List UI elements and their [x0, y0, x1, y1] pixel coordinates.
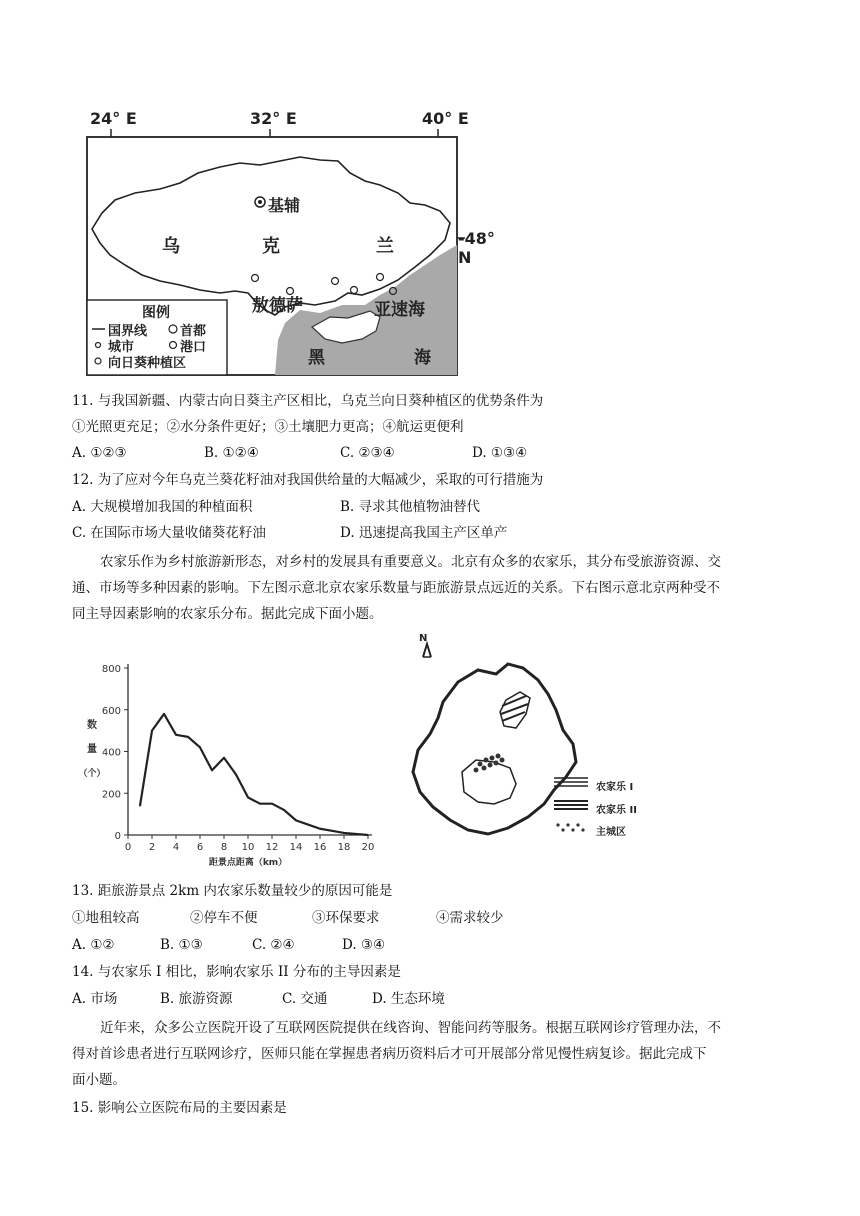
q13-option-c: C. ②④ [252, 937, 295, 953]
data-point [295, 820, 297, 822]
north-label: N [419, 633, 428, 644]
x-tick-label: 4 [172, 842, 180, 853]
series-line [140, 714, 368, 835]
q13-option-b: B. ①③ [160, 937, 203, 953]
lat-label: -48° N [458, 229, 495, 267]
farmstay-distance-chart [68, 650, 398, 870]
data-point [331, 830, 333, 832]
data-point [271, 803, 273, 805]
q14-option-c: C. 交通 [282, 991, 328, 1007]
q11-option-b: B. ①②④ [204, 445, 259, 461]
data-point [283, 809, 285, 811]
city-label-odesa: 敖德萨 [252, 296, 303, 316]
data-point [175, 734, 177, 736]
data-point [307, 824, 309, 826]
x-tick-label: 20 [361, 842, 375, 853]
sea-label-black-2: 海 [414, 348, 431, 368]
legend-title: 图例 [142, 305, 170, 321]
y-axis-label: 数 [87, 720, 97, 731]
sea-label-black-1: 黑 [308, 348, 325, 368]
q13-cond-1: ①地租较高 [72, 910, 140, 926]
q12-option-b: B. 寻求其他植物油替代 [340, 499, 481, 515]
legend-city: 城市 [108, 340, 135, 355]
ukraine-map [80, 105, 500, 380]
y-tick-label: 600 [101, 705, 121, 717]
data-point [211, 769, 213, 771]
q13-option-a: A. ①② [72, 937, 115, 953]
q11-option-d: D. ①③④ [472, 445, 528, 461]
q13-cond-3: ③环保要求 [312, 910, 380, 926]
legend-capital: 首都 [180, 324, 207, 339]
q14-option-a: A. 市场 [72, 991, 118, 1007]
q15-stem: 15. 影响公立医院布局的主要因素是 [72, 1100, 287, 1116]
x-axis-label: 距景点距离（km） [208, 858, 288, 868]
data-point [319, 828, 321, 830]
country-char-2: 克 [262, 236, 280, 257]
y-axis-label: 量 [87, 744, 97, 755]
q11-conditions: ①光照更充足；②水分条件更好；③土壤肥力更高；④航运更便利 [72, 419, 464, 435]
lon-label-40: 40° E [422, 109, 469, 128]
x-tick-label: 18 [337, 842, 351, 853]
q13-cond-2: ②停车不便 [190, 910, 258, 926]
x-tick-label: 6 [196, 842, 204, 853]
data-point [187, 736, 189, 738]
x-tick-label: 8 [220, 842, 228, 853]
passage2-line2: 得对首诊患者进行互联网诊疗，医师只能在掌握患者病历资料后才可开展部分常见慢性病复诊。据此完成下 [72, 1046, 707, 1062]
data-point [343, 832, 345, 834]
x-tick-label: 14 [289, 842, 303, 853]
q14-option-b: B. 旅游资源 [160, 991, 233, 1007]
passage1-line3: 同主导因素影响的农家乐分布。据此完成下面小题。 [72, 606, 383, 622]
q11-stem: 11. 与我国新疆、内蒙古向日葵主产区相比，乌克兰向日葵种植区的优势条件为 [72, 393, 544, 409]
x-tick-label: 0 [124, 842, 132, 853]
country-char-1: 乌 [162, 236, 180, 257]
data-point [259, 803, 261, 805]
legend-sunflower: 向日葵种植区 [108, 356, 187, 371]
passage2-line1: 近年来，众多公立医院开设了互联网医院提供在线咨询、智能问药等服务。根据互联网诊疗管理办法，不 [100, 1020, 721, 1036]
data-point [355, 833, 357, 835]
q13-option-d: D. ③④ [342, 937, 386, 953]
data-point [163, 713, 165, 715]
y-axis-label: （个） [78, 769, 106, 779]
y-tick-label: 200 [101, 789, 121, 801]
passage1-line1: 农家乐作为乡村旅游新形态，对乡村的发展具有重要意义。北京有众多的农家乐，其分布受旅游资源、交 [100, 554, 721, 570]
lon-label-32: 32° E [250, 109, 297, 128]
y-tick-label: 800 [101, 664, 121, 675]
y-tick-label: 0 [114, 831, 121, 842]
q11-option-c: C. ②③④ [340, 445, 395, 461]
q13-stem: 13. 距旅游景点 2km 内农家乐数量较少的原因可能是 [72, 883, 393, 899]
legend-urban: 主城区 [596, 827, 626, 838]
capital-label: 基辅 [268, 196, 301, 215]
sea-label-azov: 亚速海 [374, 300, 425, 320]
data-point [151, 730, 153, 732]
data-point [235, 774, 237, 776]
data-point [247, 797, 249, 799]
q12-option-a: A. 大规模增加我国的种植面积 [72, 499, 253, 515]
x-tick-label: 2 [148, 842, 156, 853]
q13-cond-4: ④需求较少 [436, 910, 504, 926]
q12-option-c: C. 在国际市场大量收储葵花籽油 [72, 525, 266, 541]
passage1-line2: 通、市场等多种因素的影响。下左图示意北京农家乐数量与距旅游景点远近的关系。下右图示意北京两种受不 [72, 580, 720, 596]
lon-label-24: 24° E [90, 109, 137, 128]
country-char-3: 兰 [376, 236, 394, 257]
x-tick-label: 12 [265, 842, 279, 853]
data-point [139, 805, 141, 807]
data-point [223, 757, 225, 759]
legend-border: 国界线 [108, 324, 148, 339]
legend-farm-2: 农家乐 II [596, 805, 637, 816]
x-tick-label: 16 [313, 842, 327, 853]
legend-farm-1: 农家乐 I [596, 782, 634, 793]
q11-option-a: A. ①②③ [72, 445, 127, 461]
x-tick-label: 10 [241, 842, 255, 853]
q14-stem: 14. 与农家乐 I 相比，影响农家乐 II 分布的主导因素是 [72, 964, 401, 980]
data-point [367, 834, 369, 836]
q14-option-d: D. 生态环境 [372, 991, 445, 1007]
y-tick-label: 400 [101, 747, 121, 759]
data-point [199, 747, 201, 749]
passage2-line3: 面小题。 [72, 1072, 126, 1088]
q12-stem: 12. 为了应对今年乌克兰葵花籽油对我国供给量的大幅减少，采取的可行措施为 [72, 472, 544, 488]
q12-option-d: D. 迅速提高我国主产区单产 [340, 525, 508, 541]
legend-port: 港口 [180, 340, 207, 355]
